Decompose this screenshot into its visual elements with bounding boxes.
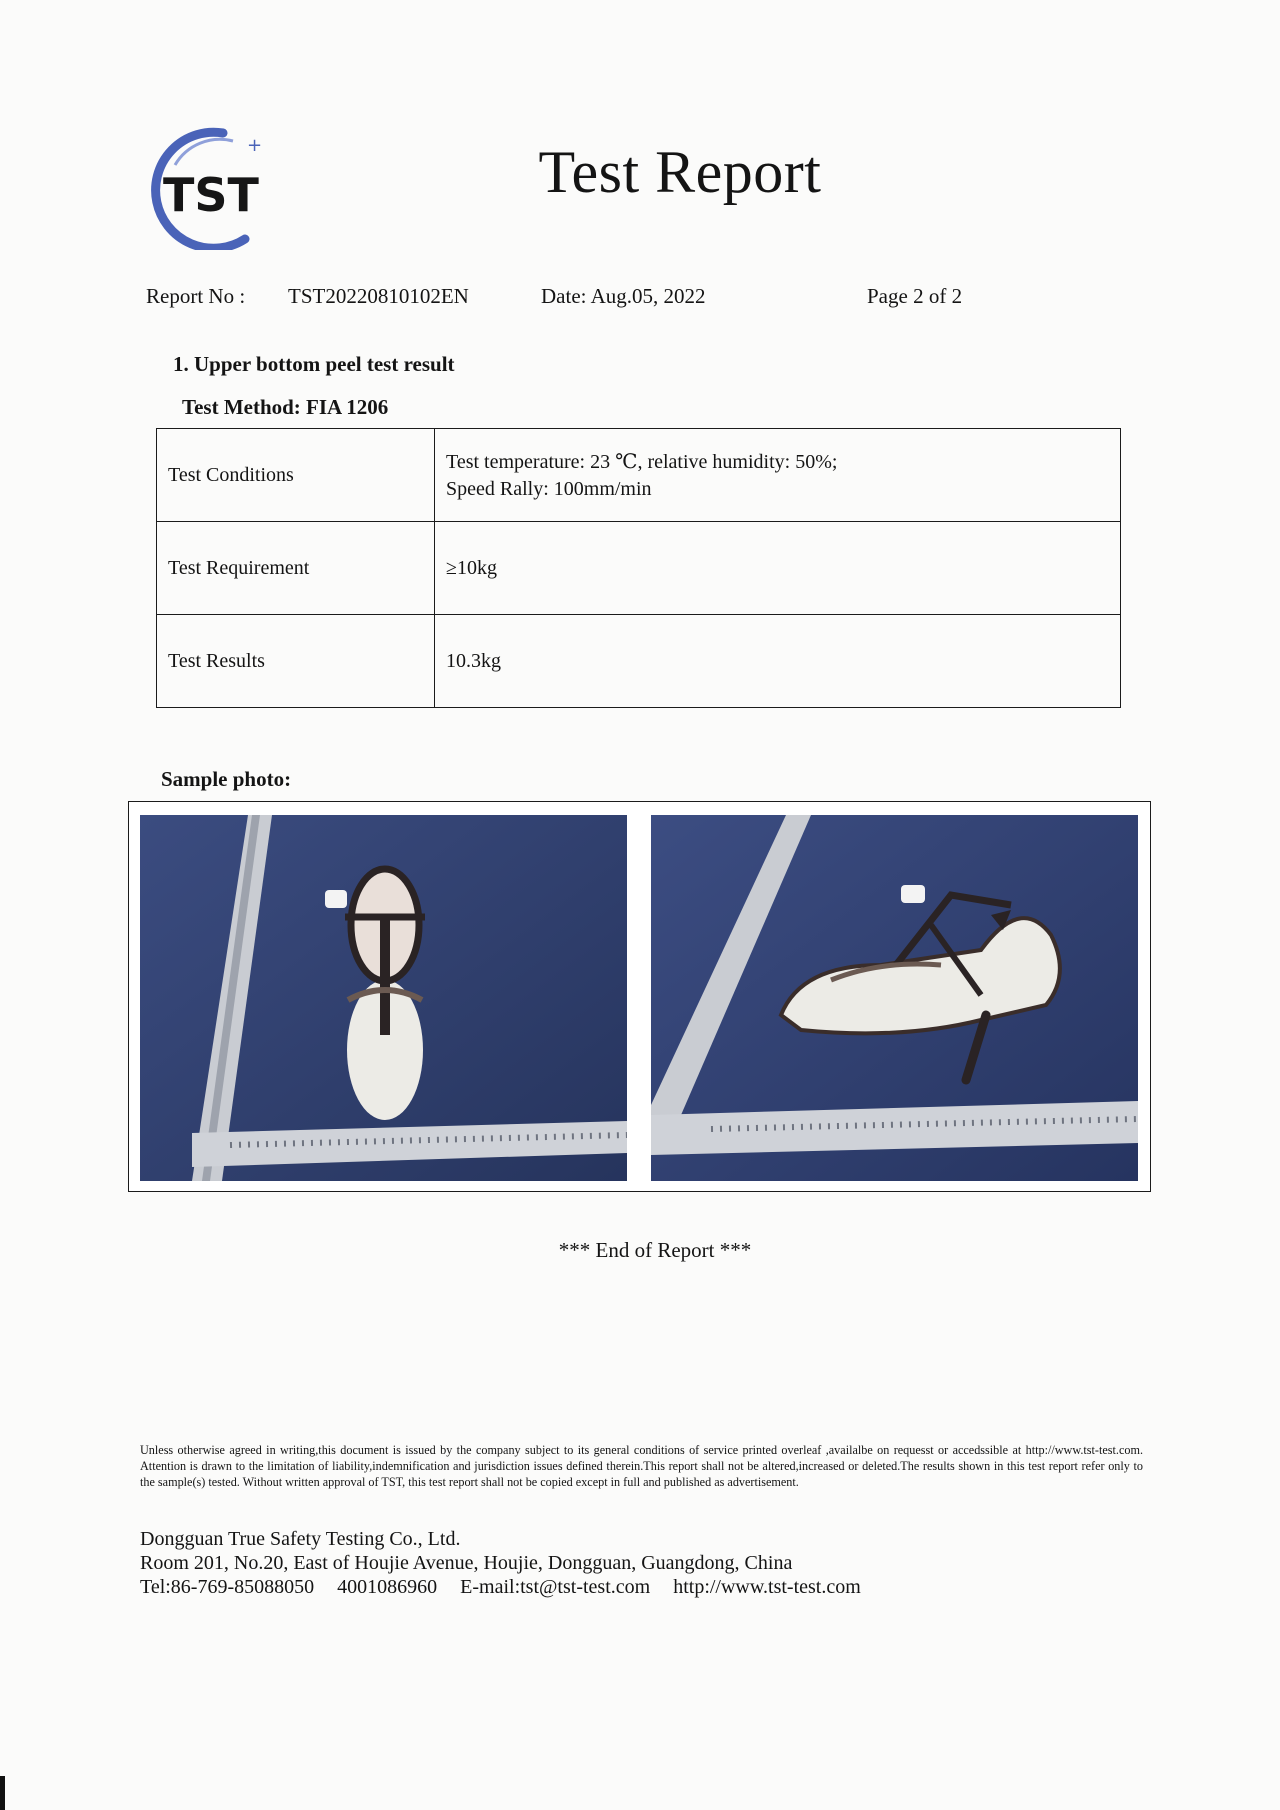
company-contact — [140, 1576, 879, 1599]
logo-text: TST — [163, 168, 259, 222]
company-name: Dongguan True Safety Testing Co., Ltd. — [140, 1528, 461, 1550]
end-of-report: *** End of Report *** — [558, 1238, 752, 1262]
test-conditions-table — [156, 428, 1121, 708]
sample-photo-label: Sample photo: — [161, 767, 292, 791]
table-row — [157, 429, 1121, 522]
row-label: Test Conditions — [157, 429, 435, 522]
page-number: Page 2 of 2 — [867, 284, 963, 308]
sample-photo-side-view — [651, 815, 1138, 1181]
test-method: Test Method: FIA 1206 — [182, 395, 389, 419]
sample-photo-frame — [128, 801, 1151, 1192]
row-label: Test Requirement — [157, 522, 435, 615]
scan-edge-mark — [0, 1776, 5, 1810]
report-no-label: Report No : — [146, 284, 246, 308]
table-row — [157, 615, 1121, 708]
company-phone: 4001086960 — [337, 1576, 438, 1598]
row-value-line: Speed Rally: 100mm/min — [446, 478, 652, 500]
row-value: ≥10kg — [435, 522, 1121, 615]
section-title: 1. Upper bottom peel test result — [173, 352, 455, 376]
svg-text:+: + — [247, 135, 263, 156]
row-value: 10.3kg — [435, 615, 1121, 708]
table-row — [157, 522, 1121, 615]
row-label: Test Results — [157, 615, 435, 708]
page-title: Test Report — [538, 139, 822, 205]
company-email: E-mail:tst@tst-test.com — [460, 1576, 651, 1598]
report-date: Date: Aug.05, 2022 — [541, 284, 706, 308]
report-number: TST20220810102EN — [288, 284, 469, 308]
company-website: http://www.tst-test.com — [673, 1576, 861, 1598]
sample-photo-top-view — [140, 815, 627, 1181]
disclaimer-text: Unless otherwise agreed in writing,this document is issued by the company subject to its general conditions of service printed overleaf ,availalbe on requesst or accedssible at http://www.tst-test.com. Attention is drawn to the limitation of liability,indemnification and jurisdiction issues defined therein.This report shall not be altered,increased or deleted.The results shown in this test report refer only to the sample(s) tested. Without written approval of TST, this test report shall not be copied except in full and published as advertisement. — [140, 1443, 1143, 1489]
company-tel: Tel:86-769-85088050 — [140, 1576, 315, 1598]
row-value-line: Test temperature: 23 ℃, relative humidity: 50%; — [446, 451, 838, 473]
row-value — [435, 429, 1121, 522]
company-address: Room 201, No.20, East of Houjie Avenue, Houjie, Dongguan, Guangdong, China — [140, 1552, 793, 1574]
